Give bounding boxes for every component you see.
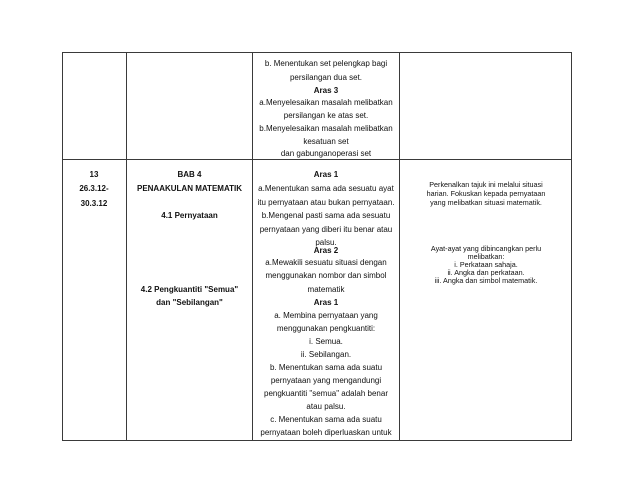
objective-line: i. Semua. [309,337,343,346]
topic-heading-continued: dan "Sebilangan" [156,298,223,307]
table-bottom-border [62,440,572,441]
row-divider [62,159,572,160]
objective-line: kesatuan set [303,137,349,146]
objective-line: a.Menentukan sama ada sesuatu ayat [258,184,394,193]
date-end: 30.3.12 [80,199,108,208]
note-line: Ayat-ayat yang dibincangkan perlu [430,244,542,253]
level-heading: Aras 1 [313,298,339,307]
objective-line: a. Membina pernyataan yang [274,311,378,320]
objective-line: a.Menyelesaikan masalah melibatkan [259,98,393,107]
note-line: i. Perkataan sahaja. [454,260,518,269]
topic-heading: 4.1 Pernyataan [161,211,218,220]
note-line: Perkenalkan tajuk ini melalui situasi [429,180,543,189]
note-line: harian. Fokuskan kepada pernyataan [426,189,546,198]
objective-line: b. Menentukan sama ada suatu [269,363,383,372]
objective-line: c. Menentukan sama ada suatu [270,415,382,424]
objective-line: dan gabunganoperasi set [280,149,372,158]
objective-line: pengkuantiti "semua" adalah benar [264,389,388,398]
objective-line: pernyataan boleh diperluaskan untuk [260,428,392,437]
objective-line: palsu. [315,238,337,247]
objective-line: pernyataan yang diberi itu benar atau [259,225,393,234]
objective-line: b.Menyelesaikan masalah melibatkan [259,124,393,133]
note-line: melibatkan: [467,252,505,261]
objective-line: atau palsu. [306,402,346,411]
objective-line: persilangan ke atas set. [283,111,369,120]
objective-line: persilangan dua set. [289,73,363,82]
date-start: 26.3.12- [79,184,109,193]
objective-line: b.Mengenal pasti sama ada sesuatu [261,211,391,220]
objective-line: a.Mewakili sesuatu situasi dengan [265,258,387,267]
topic-heading: 4.2 Pengkuantiti "Semua" [140,285,239,294]
objective-line: menggunakan pengkuantiti: [276,324,376,333]
note-line: iii. Angka dan simbol matematik. [434,276,538,285]
objective-line: menggunakan nombor dan simbol [265,271,387,280]
level-heading: Aras 1 [313,170,339,179]
objective-line: b. Menentukan set pelengkap bagi [264,59,388,68]
table-left-border [62,52,63,441]
note-line: ii. Angka dan perkataan. [447,268,525,277]
chapter-title: PENAAKULAN MATEMATIK [136,184,243,193]
objective-line: pernyataan yang mengandungi [270,376,382,385]
column-divider-1 [126,52,127,441]
note-line: yang melibatkan situasi matematik. [430,198,542,207]
level-heading: Aras 3 [313,86,339,95]
chapter-label: BAB 4 [177,170,202,179]
table-top-border [62,52,572,53]
week-number: 13 [89,170,99,179]
level-heading: Aras 2 [313,246,339,255]
objective-line: matematik [307,285,345,294]
objective-line: ii. Sebilangan. [300,350,352,359]
objective-line: itu pernyataan atau bukan pernyataan. [257,198,395,207]
